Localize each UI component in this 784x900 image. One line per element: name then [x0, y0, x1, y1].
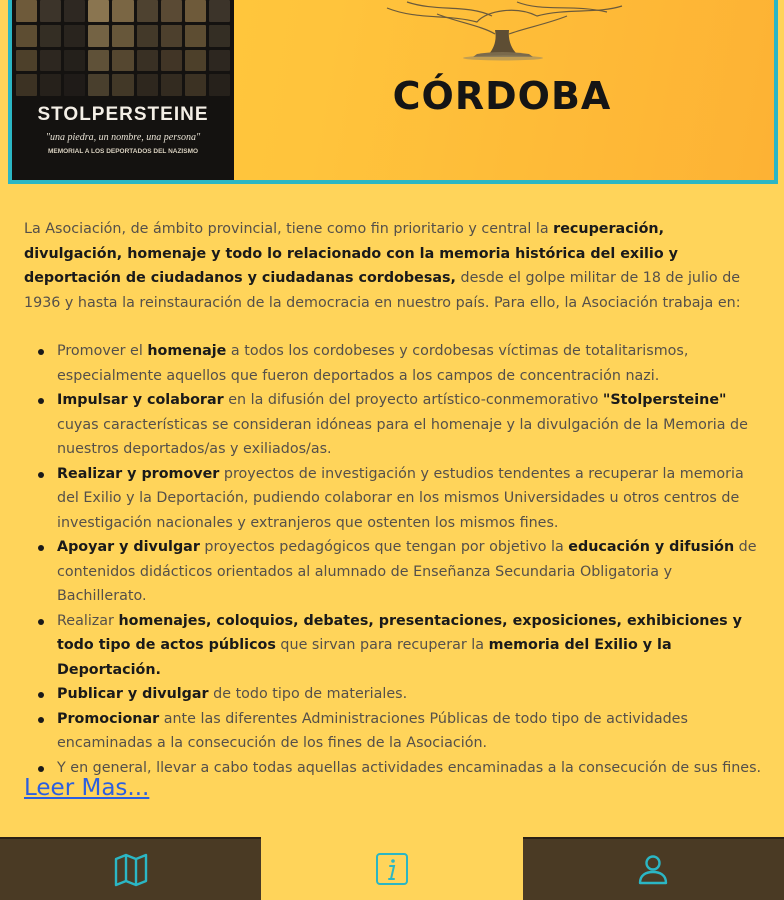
info-icon [373, 850, 411, 888]
stone-tile [112, 74, 133, 96]
stone-tile [137, 50, 158, 72]
stone-tile [64, 74, 85, 96]
stone-tile [161, 50, 182, 72]
list-item: Y en general, llevar a cabo todas aquellas actividades encaminadas a la consecución de sus fines. [57, 756, 762, 781]
tree-illustration [377, 0, 627, 62]
stolpersteine-subtitle: "una piedra, un nombre, una persona" [45, 132, 201, 143]
user-icon [634, 851, 672, 889]
stone-tile [137, 25, 158, 47]
stone-tile [112, 0, 133, 22]
stone-tile [88, 0, 109, 22]
intro-text-end: desde el golpe militar de 18 de julio de 1936 y hasta la reinstauración de la democracia en nuestro país. Para ello, la Asociación trabaja en: [24, 270, 741, 311]
list-item: Publicar y divulgar de todo tipo de materiales. [57, 682, 762, 707]
stone-tile [88, 25, 109, 47]
stone-tile [16, 74, 37, 96]
stone-tile [209, 0, 230, 22]
nav-tab-profile[interactable] [523, 837, 784, 900]
stone-tile [209, 25, 230, 47]
read-more-link[interactable]: Leer Mas... [24, 775, 150, 801]
stone-tile [88, 74, 109, 96]
list-item: Promocionar ante las diferentes Administraciones Públicas de todo tipo de actividades encaminadas a la consecución de los fines de la Asociación. [57, 707, 762, 756]
stone-tile [64, 0, 85, 22]
city-title: CÓRDOBA [392, 74, 612, 118]
stone-tile [40, 50, 61, 72]
stone-tile [40, 25, 61, 47]
stolpersteine-title: STOLPERSTEINE [37, 104, 209, 125]
stone-tile [185, 50, 206, 72]
stone-tile [112, 50, 133, 72]
list-item: Promover el homenaje a todos los cordobeses y cordobesas víctimas de totalitarismos, especialmente aquellos que fueron deportados a los campos de concentración nazi. [57, 339, 762, 388]
header-banner [8, 0, 778, 184]
stone-tile [161, 0, 182, 22]
stone-tile [64, 25, 85, 47]
stone-tile [185, 25, 206, 47]
stone-tile [137, 0, 158, 22]
stone-tile [161, 74, 182, 96]
nav-tab-info[interactable] [261, 837, 522, 900]
bottom-nav [0, 837, 784, 900]
stone-tile [16, 25, 37, 47]
association-description [24, 217, 762, 780]
list-item: Realizar homenajes, coloquios, debates, presentaciones, exposiciones, exhibiciones y todo tipo de actos públicos que sirvan para recuperar la memoria del Exilio y la Deportación. [57, 609, 762, 683]
stone-tile [209, 50, 230, 72]
stone-tile [137, 74, 158, 96]
stone-tile [16, 0, 37, 22]
stone-tile [185, 74, 206, 96]
list-item: Impulsar y colaborar en la difusión del proyecto artístico-conmemorativo "Stolpersteine" cuyas características se consideran idóneas para el homenaje y la divulgación de la Memoria de nuestros deportados/as y exiliados/as. [57, 388, 762, 462]
nav-tab-map[interactable] [0, 837, 261, 900]
map-icon [112, 851, 150, 889]
stolpersteine-caption: MEMORIAL A LOS DEPORTADOS DEL NAZISMO [47, 148, 199, 155]
intro-text: La Asociación, de ámbito provincial, tiene como fin prioritario y central la [24, 221, 554, 237]
stone-tile [161, 25, 182, 47]
stone-tile [209, 74, 230, 96]
stone-tile [88, 50, 109, 72]
intro-bold: recuperación, divulgación, homenaje y todo lo relacionado con la memoria histórica del exilio y deportación de ciudadanos y ciudadanas cordobesas, [24, 221, 678, 286]
list-item: Apoyar y divulgar proyectos pedagógicos que tengan por objetivo la educación y difusión de contenidos didácticos orientados al alumnado de Enseñanza Secundaria Obligatoria y Bachillerato. [57, 535, 762, 609]
intro-paragraph [24, 217, 762, 315]
stone-tile [112, 25, 133, 47]
stone-grid-image [16, 0, 230, 96]
stone-tile [64, 50, 85, 72]
stone-tile [185, 0, 206, 22]
stone-tile [40, 74, 61, 96]
stone-tile [16, 50, 37, 72]
list-item: Realizar y promover proyectos de investigación y estudios tendentes a recuperar la memoria del Exilio y la Deportación, pudiendo colaborar en los mismos Universidades u otros centros de investigación nacionales y extranjeros que ostenten los mismos fines. [57, 462, 762, 536]
objectives-list [24, 339, 762, 780]
stone-tile [40, 0, 61, 22]
stolpersteine-logo [12, 0, 234, 180]
